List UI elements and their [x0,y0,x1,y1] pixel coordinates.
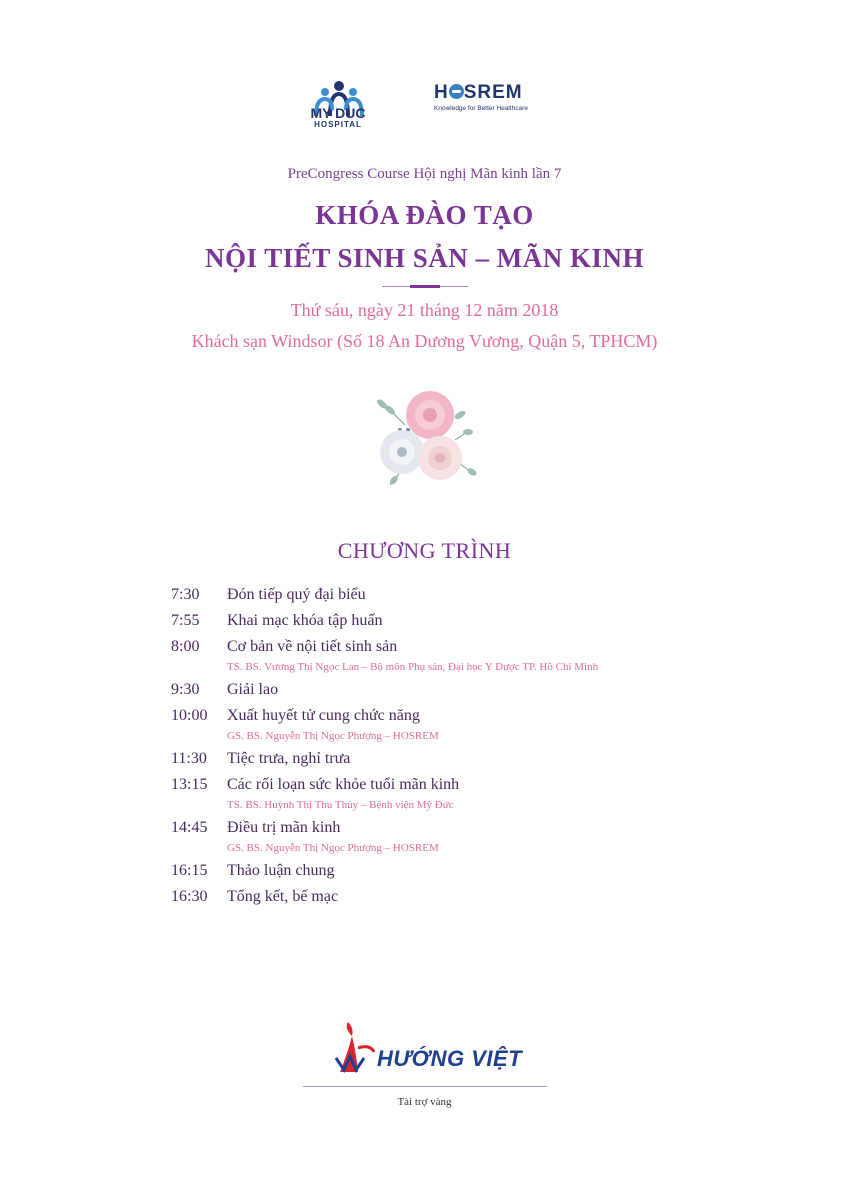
sponsor-divider [303,1086,547,1087]
schedule-time: 8:00 [171,638,200,655]
schedule-time: 13:15 [171,776,208,793]
schedule-activity: Tiệc trưa, nghỉ trưa [227,750,351,767]
schedule-row [171,750,771,768]
hosrem-suffix: SREM [463,82,523,103]
schedule-speaker: GS. BS. Nguyễn Thị Ngọc Phượng – HOSREM [227,842,439,854]
course-title-line2: NỘI TIẾT SINH SẢN – MÃN KINH [204,243,645,273]
my-duc-logo-text [306,106,370,130]
schedule-time: 10:00 [171,707,208,724]
schedule-activity: Tổng kết, bế mạc [227,888,339,905]
schedule-activity: Các rối loạn sức khỏe tuổi mãn kinh [227,776,460,793]
flower-bouquet-icon [360,380,490,500]
my-duc-hospital: HOSPITAL [314,120,362,129]
schedule-time: 7:55 [171,612,200,629]
schedule-time: 9:30 [171,681,200,698]
schedule-activity: Điều trị mãn kinh [227,819,341,836]
schedule-list [171,586,771,914]
hosrem-wordmark [434,82,544,104]
schedule-activity: Cơ bản về nội tiết sinh sản [227,638,398,655]
schedule-row [171,612,771,630]
schedule-row [171,707,771,742]
globe-icon [449,84,464,99]
schedule-activity: Giải lao [227,681,279,698]
schedule-activity: Thảo luận chung [227,862,335,879]
precongress-subtitle: PreCongress Course Hội nghị Mãn kinh lần 7 [287,166,562,182]
event-date: Thứ sáu, ngày 21 tháng 12 năm 2018 [290,300,559,320]
event-venue: Khách sạn Windsor (Số 18 An Dương Vương, Quận 5, TPHCM) [191,331,658,351]
hosrem-tagline: Knowledge for Better Healthcare [434,105,528,112]
hosrem-logo [434,82,544,112]
hosrem-prefix: H [434,82,449,103]
schedule-row [171,586,771,604]
my-duc-name: MY DUC [310,105,366,121]
sponsor-label: Tài trợ vàng [397,1096,452,1108]
schedule-time: 14:45 [171,819,208,836]
schedule-activity: Khai mạc khóa tập huấn [227,612,383,629]
program-title: CHƯƠNG TRÌNH [337,538,512,563]
schedule-row [171,638,771,673]
title-divider-accent [410,285,440,288]
sponsor-name: HƯỚNG VIỆT [377,1046,523,1071]
schedule-row [171,862,771,880]
schedule-row [171,819,771,854]
schedule-time: 16:30 [171,888,208,905]
schedule-speaker: GS. BS. Nguyễn Thị Ngọc Phượng – HOSREM [227,730,439,742]
schedule-row [171,888,771,906]
schedule-time: 16:15 [171,862,208,879]
schedule-activity: Xuất huyết tử cung chức năng [227,707,420,724]
schedule-time: 11:30 [171,750,207,767]
schedule-speaker: TS. BS. Vương Thị Ngọc Lan – Bộ môn Phụ sản, Đại học Y Dược TP. Hồ Chí Minh [227,661,599,673]
schedule-row [171,776,771,811]
schedule-row [171,681,771,699]
schedule-activity: Đón tiếp quý đại biểu [227,586,366,603]
schedule-time: 7:30 [171,586,200,603]
schedule-speaker: TS. BS. Huỳnh Thị Thu Thủy – Bệnh viện Mỹ Đức [227,799,454,811]
course-title-line1: KHÓA ĐÀO TẠO [315,200,534,230]
